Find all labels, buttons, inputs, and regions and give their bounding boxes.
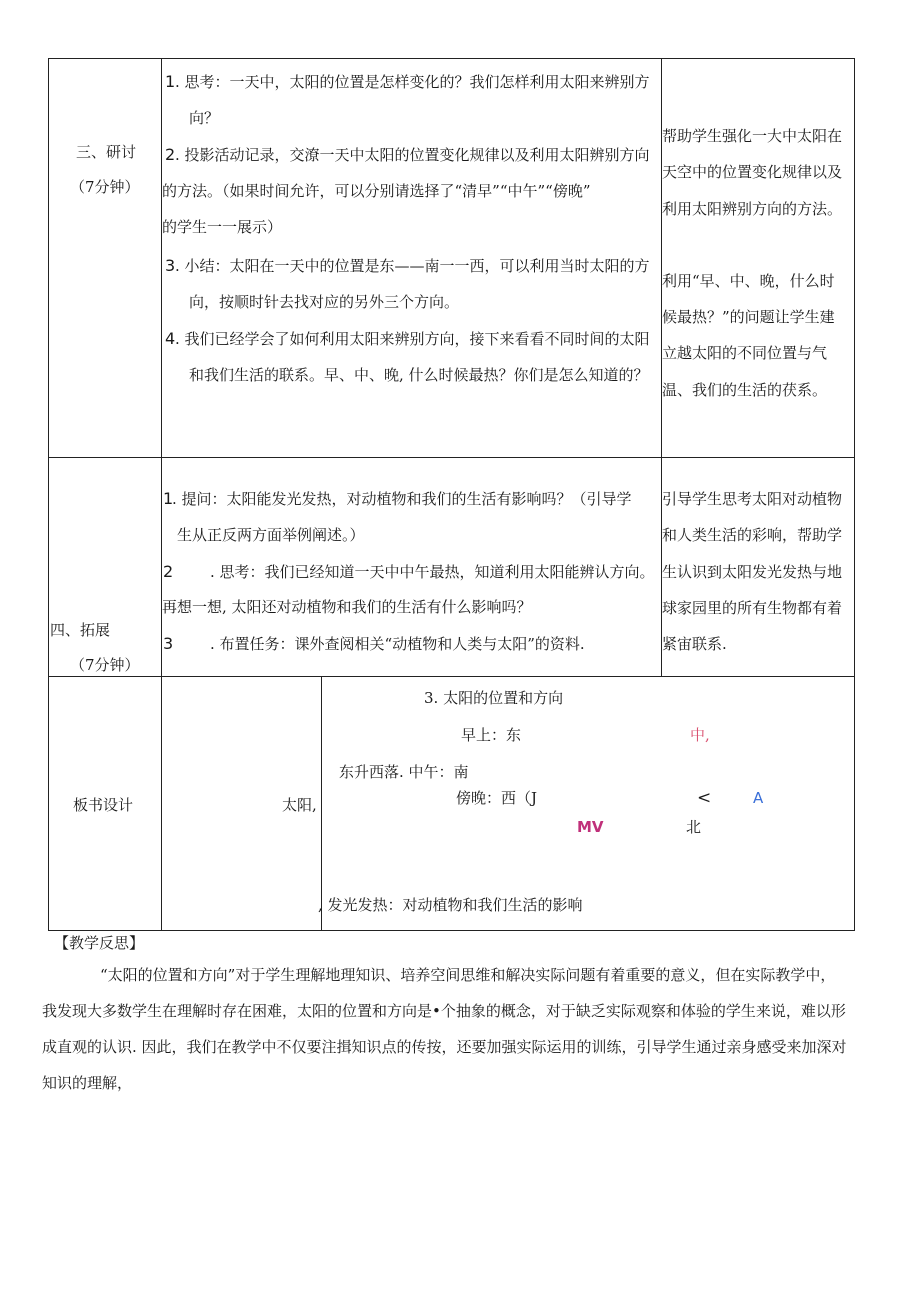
- reflection-heading: 【教学反思】: [54, 934, 145, 952]
- section-3-item-3-line-1: . 小结：太阳在一天中的位置是东——南一一西，可以利用当时太阳的方: [175, 257, 650, 275]
- section-4-item-2-line-2: 再想一想, 太阳还对动植物和我们的生活有什么影响吗？: [162, 598, 532, 616]
- table-col-divider-board: [321, 676, 322, 931]
- board-noon-mark: 中,: [690, 726, 710, 744]
- table-col-divider-2: [661, 58, 662, 677]
- section-4-item-2-num: 2: [163, 562, 174, 581]
- section-3-item-1-line-2: 向？: [189, 109, 220, 127]
- section-4-item-3-line-1: . 布置任务：课外查阅相关“动植物和人类与太阳”的资料.: [210, 635, 585, 653]
- section-3-item-2-num: 2: [165, 145, 176, 164]
- section-3-note-2: 天空中的位置变化规律以及: [662, 163, 843, 181]
- table-border-top: [48, 58, 855, 59]
- board-a-mark: A: [753, 789, 764, 807]
- board-sun: 太阳,: [282, 796, 317, 814]
- section-3-item-2-line-2: 的方法。（如果时间允许，可以分别请选择了“清早”“中午”“傍晚”: [162, 182, 591, 200]
- section-3-note-3: 利用太阳辨别方向的方法。: [662, 200, 843, 218]
- board-mv-mark: MV: [577, 818, 604, 836]
- section-4-title: 四、拓展: [50, 621, 111, 639]
- section-4-item-2-line-1: . 思考：我们已经知道一天中中午最热，知道利用太阳能辨认方向。: [210, 563, 655, 581]
- section-3-item-2-line-1: . 投影活动记录，交潦一天中太阳的位置变化规律以及利用太阳辨别方向: [175, 146, 650, 164]
- board-label: 板书设计: [73, 796, 134, 814]
- section-4-item-3-num: 3: [163, 634, 174, 653]
- section-3-item-4-num: 4: [165, 329, 176, 348]
- section-3-note-5: 候最热？”的问题让学生建: [662, 308, 835, 326]
- reflection-line-2: 我发现大多数学生在理解时存在困难，太阳的位置和方向是•个抽象的概念，对于缺乏实际观察和体验的学生来说，难以形: [42, 1002, 846, 1020]
- section-4-item-1-num: 1: [163, 489, 174, 508]
- section-3-item-3-line-2: 向，按顺时针去找对应的另外三个方向。: [189, 293, 460, 311]
- section-4-note-4: 球家园里的所有生物都有着: [662, 599, 843, 617]
- table-border-row1: [48, 457, 855, 458]
- section-3-item-4-line-1: . 我们已经学会了如何利用太阳来辨别方向，接下来看看不同时间的太阳: [175, 330, 650, 348]
- section-4-time: （7分钟）: [70, 656, 140, 674]
- section-4-note-1: 引导学生思考太阳对动植物: [662, 490, 843, 508]
- section-3-item-2-line-3: 的学生一一展示）: [162, 218, 283, 236]
- board-rise-set: 东升西落. 中午：南: [339, 763, 469, 781]
- board-north: 北: [686, 818, 702, 836]
- section-3-note-6: 立越太阳的不同位置与气: [662, 344, 828, 362]
- section-4-item-1-line-2: 生从正反两方面举例阐述。）: [177, 526, 365, 544]
- section-3-item-4-line-2: 和我们生活的联系。早、中、晚, 什么时候最热？你们是怎么知道的？: [189, 366, 649, 384]
- reflection-line-1: “太阳的位置和方向”对于学生理解地理知识、培养空间思维和解决实际问题有着重要的意义，但在实际教学中，: [100, 966, 836, 984]
- board-effect: , 发光发热：对动植物和我们生活的影响: [318, 896, 583, 914]
- section-4-item-1-line-1: . 提问：太阳能发光发热，对动植物和我们的生活有影响吗？（引导学: [172, 490, 632, 508]
- section-3-note-1: 帮助学生强化一大中太阳在: [662, 127, 843, 145]
- board-morning: 早上：东: [461, 726, 522, 744]
- reflection-line-4: 知识的理解，: [42, 1074, 133, 1092]
- section-3-item-1-num: 1: [165, 72, 176, 91]
- section-3-title: 三、研讨: [76, 143, 137, 161]
- table-border-right: [854, 58, 855, 931]
- table-border-bottom: [48, 930, 855, 931]
- board-title: 3. 太阳的位置和方向: [424, 689, 564, 707]
- section-3-note-7: 温、我们的生活的茯系。: [662, 381, 828, 399]
- board-evening: 傍晚：西（J: [456, 789, 538, 807]
- board-angle-mark: <: [697, 788, 712, 808]
- section-4-note-3: 生认识到太阳发光发热与地: [662, 563, 843, 581]
- section-3-time: （7分钟）: [70, 178, 140, 196]
- section-3-item-3-num: 3: [165, 256, 176, 275]
- table-border-left: [48, 58, 49, 931]
- section-4-note-2: 和人类生活的彩响，帮助学: [662, 526, 843, 544]
- table-border-row2: [48, 676, 855, 677]
- section-3-note-4: 利用“早、中、晚，什么时: [662, 272, 835, 290]
- section-4-note-5: 紧宙联系.: [662, 635, 727, 653]
- section-3-item-1-line-1: . 思考：一天中，太阳的位置是怎样变化的？我们怎样利用太阳来辨别方: [175, 73, 650, 91]
- reflection-line-3: 成直观的认识. 因此，我们在教学中不仅要注揖知识点的传按，还要加强实际运用的训练，引导学生通过亲身感受来加深对: [42, 1038, 847, 1056]
